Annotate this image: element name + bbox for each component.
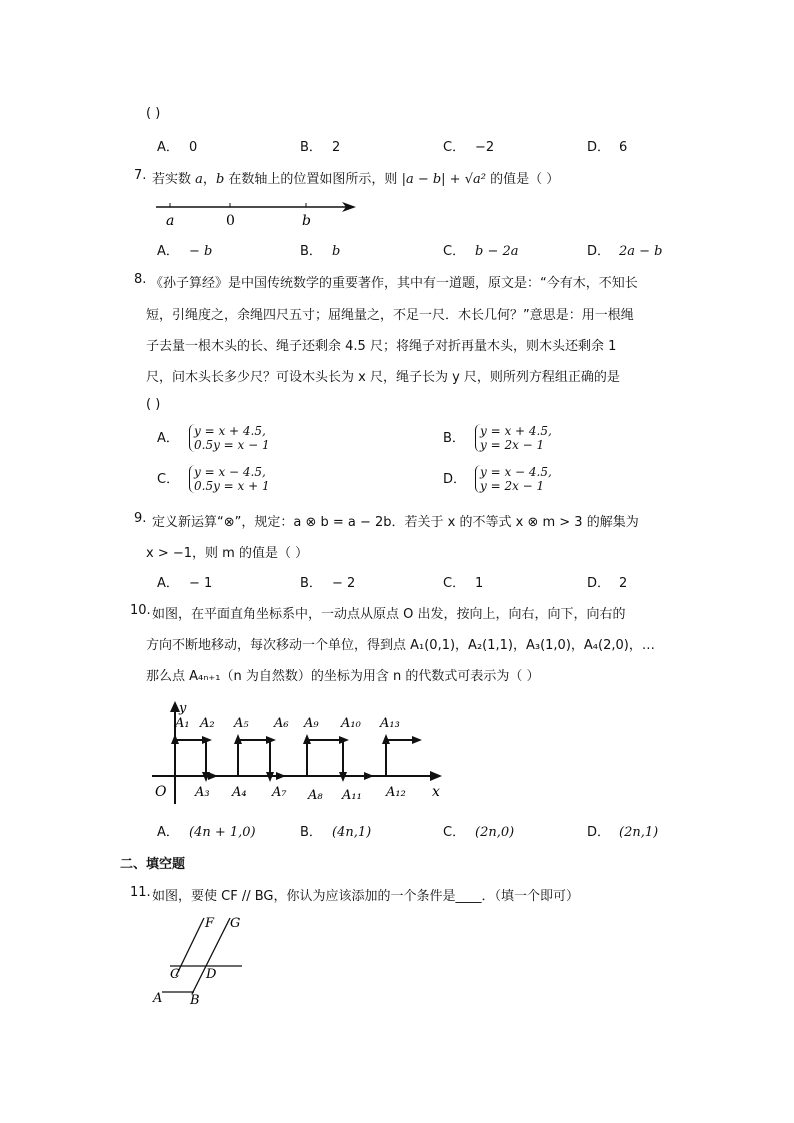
label-c: C <box>170 967 180 982</box>
q9-number: 9. <box>134 511 147 526</box>
q7-option-c[interactable]: C． b − 2a <box>443 244 519 259</box>
label-a13: A₁₃ <box>380 716 400 731</box>
answer-blank[interactable]: ____ <box>455 889 482 904</box>
q10-number: 10. <box>130 603 151 618</box>
line-cf <box>176 918 204 976</box>
x-axis-arrow <box>430 771 442 781</box>
q7-expression: |a − b| + √a² <box>401 172 486 187</box>
q8-line-3: 子去量一根木头的长、绳子还剩余 4.5 尺；将绳子对折再量木头，则木头还剩余 1 <box>146 339 617 354</box>
q6-option-c[interactable]: C． −2 <box>443 140 495 155</box>
label-b: B <box>190 993 200 1008</box>
label-a11: A₁₁ <box>342 788 362 803</box>
q11-number: 11. <box>130 885 151 900</box>
label-a1: A₁ <box>175 716 190 731</box>
label-a2: A₂ <box>200 716 215 731</box>
label-0: 0 <box>226 213 235 229</box>
q11-figure <box>150 910 260 1010</box>
y-label: y <box>179 701 187 716</box>
q7-stem: 若实数 a，b 在数轴上的位置如图所示，则 |a − b| + √a² 的值是（ ） <box>152 172 560 187</box>
q9-option-d[interactable]: D． 2 <box>587 576 628 591</box>
q10-coordinate-graph <box>148 700 448 810</box>
q10-line-3: 那么点 A₄ₙ₊₁（n 为自然数）的坐标为用含 n 的代数式可表示为（ ） <box>146 669 540 684</box>
q8-option-a[interactable]: A． y = x + 4.5, 0.5y = x − 1 <box>157 424 270 452</box>
label-a8: A₈ <box>308 788 323 803</box>
q10-option-c[interactable]: C． (2n,0) <box>443 825 515 840</box>
q8-line-2: 短，引绳度之，余绳四尺五寸；屈绳量之，不足一尺．木长几何？”意思是：用一根绳 <box>146 308 634 323</box>
label-a4: A₄ <box>232 785 247 800</box>
q8-option-c[interactable]: C． y = x − 4.5, 0.5y = x + 1 <box>157 465 270 493</box>
label-g: G <box>230 916 241 931</box>
q10-option-b[interactable]: B． (4n,1) <box>300 825 372 840</box>
label-o: O <box>155 784 167 800</box>
section-title-fill-in: 二、填空题 <box>120 857 186 872</box>
q9-option-b[interactable]: B． − 2 <box>300 576 356 591</box>
q7-number: 7. <box>134 168 147 183</box>
q9-line-2: x > −1，则 m 的值是（ ） <box>146 546 309 561</box>
equation-system: y = x − 4.5, 0.5y = x + 1 <box>189 465 270 493</box>
label-a12: A₁₂ <box>386 785 406 800</box>
q7-option-b[interactable]: B． b <box>300 244 341 259</box>
q8-paren: ( ) <box>146 397 161 412</box>
label-a5: A₅ <box>234 716 249 731</box>
q10-option-a[interactable]: A． (4n + 1,0) <box>157 825 256 840</box>
q7-option-a[interactable]: A． − b <box>157 244 213 259</box>
q6-paren: ( ) <box>146 106 161 121</box>
label-a9: A₉ <box>304 716 319 731</box>
q8-line-4: 尺，问木头长多少尺？可设木头长为 x 尺，绳子长为 y 尺，则所列方程组正确的是 <box>146 370 620 385</box>
q8-option-b[interactable]: B． y = x + 4.5, y = 2x − 1 <box>443 424 552 452</box>
q8-number: 8. <box>134 272 147 287</box>
q7-number-line <box>150 195 365 229</box>
label-a10: A₁₀ <box>341 716 361 731</box>
q6-option-a[interactable]: A． 0 <box>157 140 198 155</box>
label-a6: A₆ <box>274 716 289 731</box>
q9-option-c[interactable]: C． 1 <box>443 576 484 591</box>
q6-option-d[interactable]: D． 6 <box>587 140 628 155</box>
q8-option-d[interactable]: D． y = x − 4.5, y = 2x − 1 <box>443 465 552 493</box>
label-a: A <box>153 991 163 1006</box>
equation-system: y = x + 4.5, y = 2x − 1 <box>475 424 552 452</box>
q10-option-d[interactable]: D． (2n,1) <box>587 825 659 840</box>
label-a7: A₇ <box>272 785 287 800</box>
q9-option-a[interactable]: A． − 1 <box>157 576 213 591</box>
q8-line-1: 《孙子算经》是中国传统数学的重要著作，其中有一道题，原文是：“今有木，不知长 <box>150 276 638 291</box>
q6-option-b[interactable]: B． 2 <box>300 140 341 155</box>
label-b: b <box>302 213 311 229</box>
q10-line-2: 方向不断地移动，每次移动一个单位，得到点 A₁(0,1)，A₂(1,1)，A₃(1,0)，A₄(2,0)，… <box>146 638 655 653</box>
path-arrowheads <box>171 734 422 782</box>
q9-line-1: 定义新运算“⊗”，规定：a ⊗ b = a − 2b．若关于 x 的不等式 x ⊗ m > 3 的解集为 <box>152 515 639 530</box>
label-f: F <box>205 916 215 931</box>
equation-system: y = x + 4.5, 0.5y = x − 1 <box>189 424 270 452</box>
q10-line-1: 如图，在平面直角坐标系中，一动点从原点 O 出发，按向上，向右，向下，向右的 <box>152 607 626 622</box>
label-a3: A₃ <box>195 785 210 800</box>
label-a: a <box>166 213 175 229</box>
q7-option-d[interactable]: D． 2a − b <box>587 244 663 259</box>
x-label: x <box>432 784 440 800</box>
movement-path <box>175 740 416 776</box>
q11-stem: 如图，要使 CF // BG，你认为应该添加的一个条件是____．（填一个即可） <box>152 889 579 904</box>
equation-system: y = x − 4.5, y = 2x − 1 <box>475 465 552 493</box>
label-d: D <box>206 967 217 982</box>
